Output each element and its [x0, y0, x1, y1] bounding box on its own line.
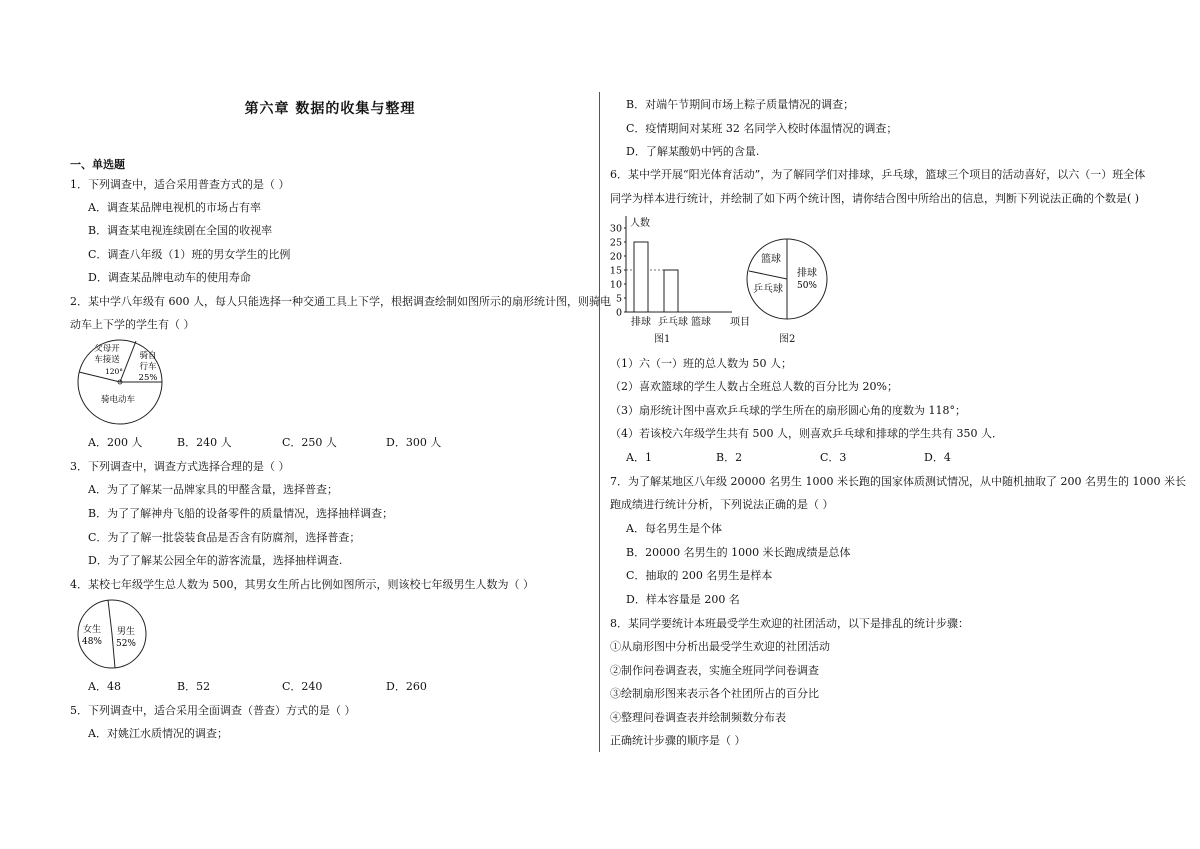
q6-pie-basketball-label: 篮球 [761, 254, 781, 265]
q6-figure2-caption: 图2 [779, 334, 796, 345]
q1-option-c: C．调查八年级（1）班的男女学生的比例 [88, 248, 291, 261]
q4-stem: 4．某校七年级学生总人数为 500，其男女生所占比例如图所示，则该校七年级男生人数为（ ） [70, 578, 534, 591]
q8-step-3: ③绘制扇形图来表示各个社团所占的百分比 [610, 687, 819, 700]
q2-option-d: D．300 人 [386, 436, 442, 449]
bar-0 [634, 242, 648, 312]
q6-pie-chart [744, 236, 830, 322]
q1-option-a: A．调查某品牌电视机的市场占有率 [88, 201, 261, 214]
q4-option-d: D．260 [386, 680, 427, 693]
q6-stem-line1: 6．某中学开展“阳光体育活动”，为了解同学们对排球，乒乓球，篮球三个项目的活动喜好，以六（一）班全体 [610, 168, 1146, 181]
bar-category-label: 乒乓球 [658, 317, 688, 328]
q2-pie-bike-pct: 25% [138, 373, 158, 383]
section-heading: 一、单选题 [70, 158, 125, 171]
q6-pie-divider-left [749, 271, 787, 279]
q6-pie-volleyball-label: 排球 [797, 268, 817, 279]
q7-option-d: D．样本容量是 200 名 [626, 593, 740, 606]
q8-stem: 8．某同学要统计本班最受学生欢迎的社团活动，以下是排乱的统计步骤： [610, 617, 969, 630]
q5-option-b: B．对端午节期间市场上粽子质量情况的调查； [626, 98, 855, 111]
bar-y-tick-label: 10 [609, 279, 622, 291]
q4-pie-male-pct: 52% [115, 639, 137, 649]
q4-option-c: C．240 [282, 680, 323, 693]
q3-option-b: B．为了了解神舟飞船的设备零件的质量情况，选择抽样调查； [88, 507, 394, 520]
q2-stem-line1: 2．某中学八年级有 600 人，每人只能选择一种交通工具上下学，根据调查绘制如图所示的扇形统计图，则骑电 [70, 295, 611, 308]
q4-option-a: A．48 [88, 680, 121, 693]
q4-pie-female-label: 女生 [82, 625, 102, 635]
q6-statement-2: （2）喜欢篮球的学生人数占全班总人数的百分比为 20%； [610, 380, 898, 393]
bar-y-tick-label: 30 [609, 223, 622, 235]
q3-option-d: D．为了了解某公园全年的游客流量，选择抽样调查. [88, 554, 343, 567]
bar-y-axis-label: 人数 [630, 218, 650, 229]
q2-stem-line2: 动车上下学的学生有（ ） [70, 318, 195, 331]
q3-option-c: C．为了了解一批袋装食品是否含有防腐剂，选择普查； [88, 531, 361, 544]
q2-option-a: A．200 人 [88, 436, 143, 449]
q6-statement-3: （3）扇形统计图中喜欢乒乓球的学生所在的扇形圆心角的度数为 118°； [610, 404, 966, 417]
bar-y-tick-label: 20 [609, 251, 622, 263]
page-title: 第六章 数据的收集与整理 [244, 101, 416, 117]
q6-stem-line2: 同学为样本进行统计，并绘制了如下两个统计图，请你结合图中所给出的信息，判断下列说法正确的个数是( ) [610, 192, 1140, 205]
q3-stem: 3．下列调查中，调查方式选择合理的是（ ） [70, 460, 290, 473]
q2-pie-label-bike-1: 骑自 [139, 351, 157, 361]
q5-option-c: C．疫情期间对某班 32 名同学入校时体温情况的调查； [626, 122, 898, 135]
q6-statement-1: （1）六（一）班的总人数为 50 人； [610, 357, 792, 370]
q6-option-d: D．4 [924, 451, 951, 464]
q4-pie-male-label: 男生 [116, 627, 136, 637]
q8-question: 正确统计步骤的顺序是（ ） [610, 734, 746, 747]
q4-pie-divider-2 [112, 634, 115, 668]
q6-statement-4: （4）若该校六年级学生共有 500 人，则喜欢乒乓球和排球的学生共有 350 人． [610, 427, 1003, 440]
q6-bar-chart [609, 208, 750, 344]
q6-pie-volleyball-pct: 50% [796, 281, 818, 291]
q6-figure1-caption: 图1 [654, 334, 671, 345]
q1-option-b: B．调查某电视连续剧在全国的收视率 [88, 224, 273, 237]
bar-category-label: 篮球 [691, 317, 711, 328]
bar-y-tick-label: 25 [609, 237, 622, 249]
q2-pie-label-ebike: 骑电动车 [100, 395, 136, 405]
q2-pie-chart [74, 336, 170, 428]
q3-option-a: A．为了了解某一品牌家具的甲醛含量，选择普查； [88, 483, 338, 496]
q4-pie-divider-1 [108, 600, 112, 634]
bar-y-tick-label: 0 [615, 307, 622, 319]
q7-stem-line2: 跑成绩进行统计分析，下列说法正确的是（ ） [610, 498, 834, 511]
q6-option-b: B．2 [716, 451, 743, 464]
q6-option-a: A．1 [626, 451, 652, 464]
q2-pie-label-parents-1: 父母开 [94, 344, 120, 354]
q4-pie-chart [74, 596, 154, 674]
bar-1 [664, 270, 678, 312]
q8-step-2: ②制作问卷调查表，实施全班同学问卷调查 [610, 664, 819, 677]
q5-option-d: D．了解某酸奶中钙的含量. [626, 145, 760, 158]
q7-option-b: B．20000 名男生的 1000 米长跑成绩是总体 [626, 546, 851, 559]
q8-step-1: ①从扇形图中分析出最受学生欢迎的社团活动 [610, 640, 830, 653]
q7-option-a: A．每名男生是个体 [626, 522, 722, 535]
bar-y-tick-label: 15 [609, 265, 622, 277]
q4-option-b: B．52 [177, 680, 211, 693]
q7-option-c: C．抽取的 200 名男生是样本 [626, 569, 773, 582]
bar-x-axis-label: 项目 [730, 317, 750, 328]
q7-stem-line1: 7．为了解某地区八年级 20000 名男生 1000 米长跑的国家体质测试情况，从中随机抽取了 200 名男生的 1000 米长 [610, 475, 1186, 488]
bar-y-tick-label: 5 [615, 293, 622, 305]
q1-stem: 1．下列调查中，适合采用普查方式的是（ ） [70, 178, 290, 191]
q4-pie-female-pct: 48% [81, 637, 103, 647]
q2-pie-angle: 120° [104, 367, 124, 376]
q2-option-b: B．240 人 [177, 436, 232, 449]
q2-option-c: C．250 人 [282, 436, 337, 449]
q2-pie-label-bike-2: 行车 [139, 362, 157, 372]
q5-stem: 5．下列调查中，适合采用全面调查（普查）方式的是（ ） [70, 704, 356, 717]
q8-step-4: ④整理问卷调查表并绘制频数分布表 [610, 711, 786, 724]
q5-option-a: A．对姚江水质情况的调查； [88, 727, 228, 740]
q6-option-c: C．3 [820, 451, 847, 464]
q2-pie-label-parents-2: 车接送 [94, 355, 120, 365]
q1-option-d: D．调查某品牌电动车的使用寿命 [88, 271, 251, 284]
column-divider [599, 92, 600, 752]
bar-category-label: 排球 [631, 317, 651, 328]
q6-pie-pingpong-label: 乒乓球 [753, 284, 783, 295]
